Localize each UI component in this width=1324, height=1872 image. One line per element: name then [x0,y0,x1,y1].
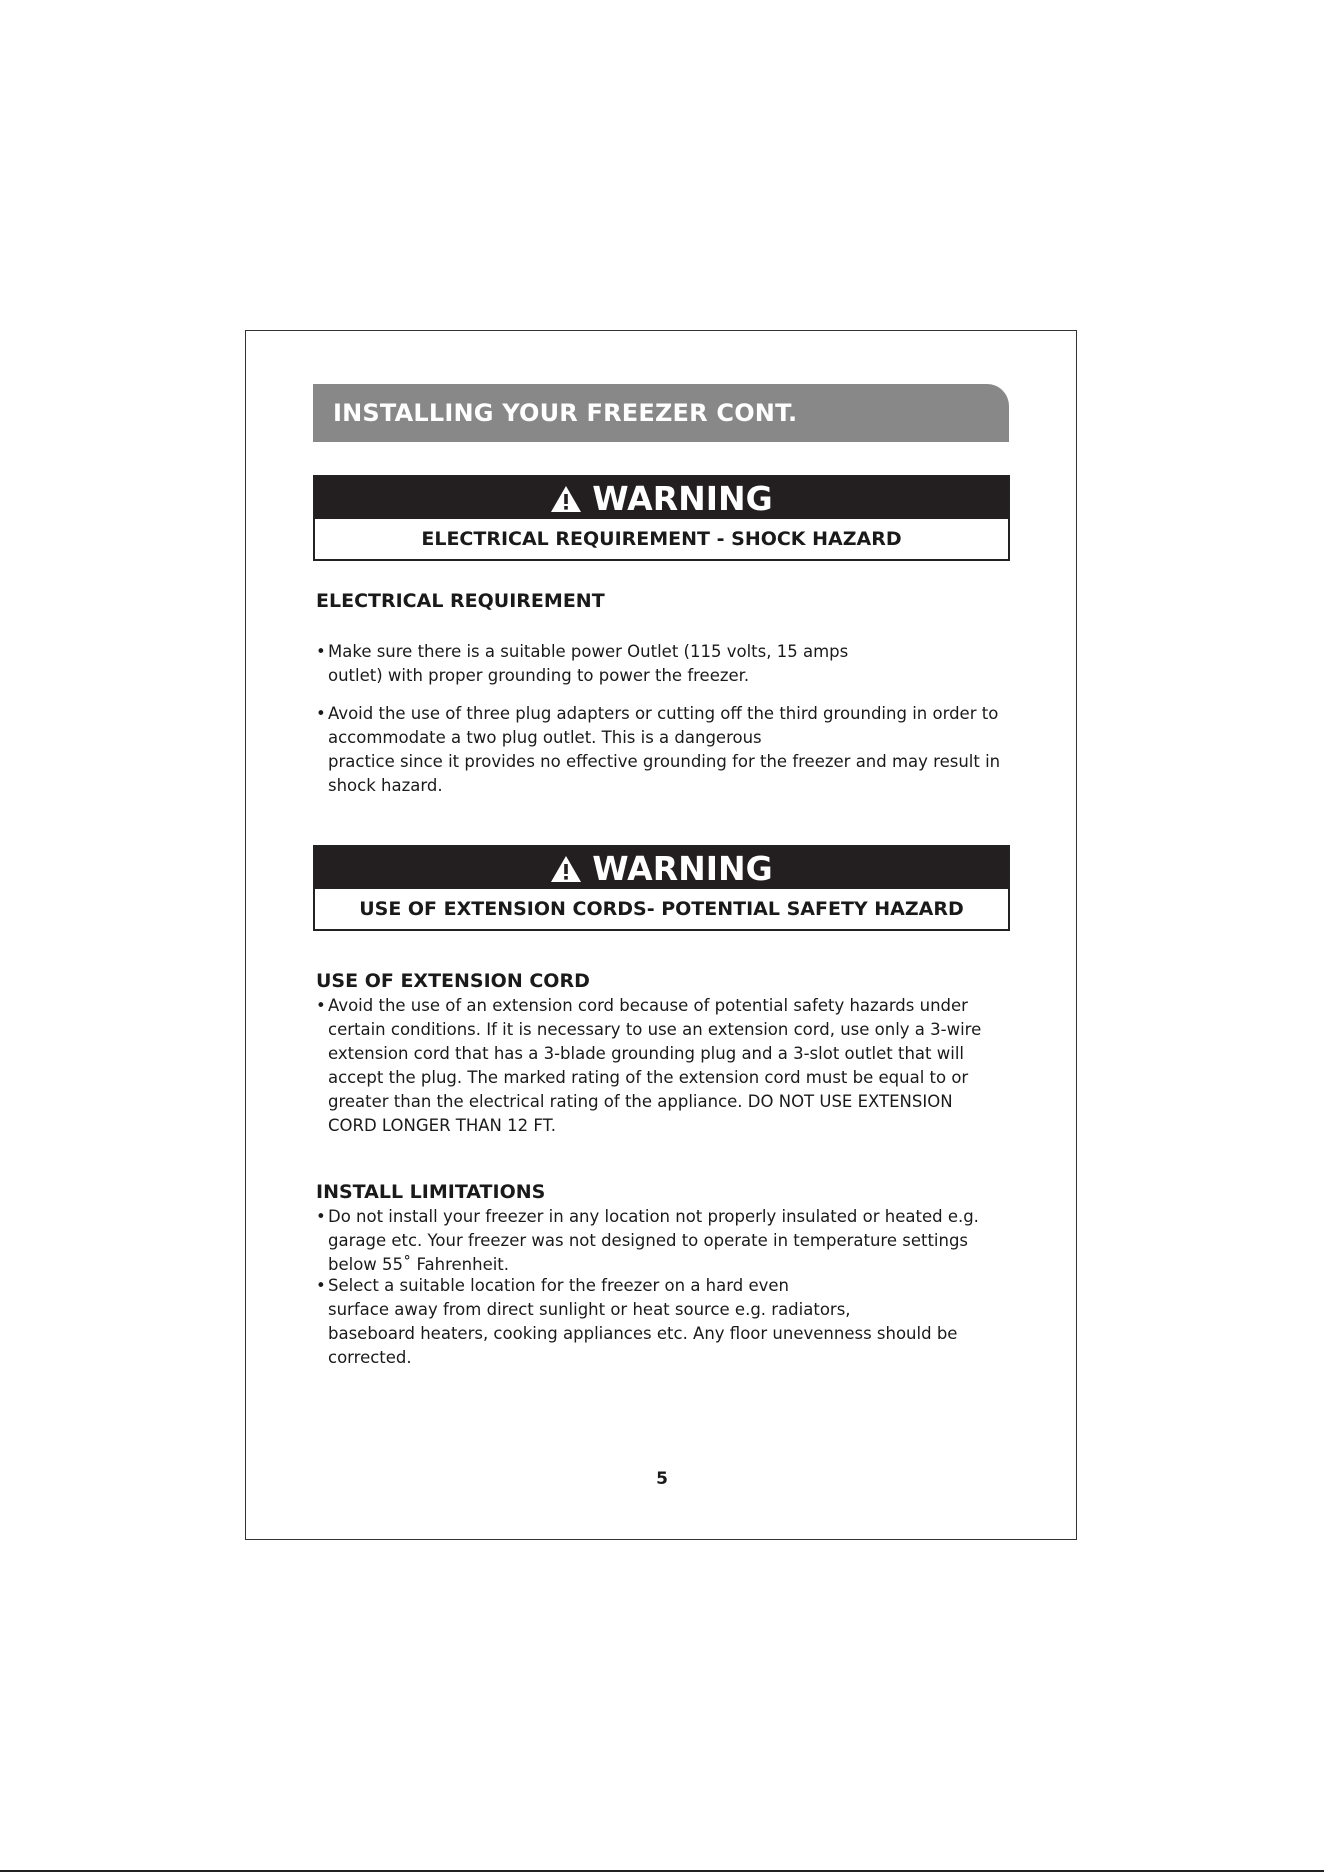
text-line: surface away from direct sunlight or heat source e.g. radiators, [328,1300,851,1319]
text-line: garage etc. Your freezer was not designed to operate in temperature settings [328,1231,969,1250]
text-line: baseboard heaters, cooking appliances etc. Any floor unevenness should be [328,1324,958,1343]
warning-box-extension-cords [313,845,1010,931]
text-line: certain conditions. If it is necessary to use an extension cord, use only a 3-wire [328,1020,982,1039]
bullet-install-2 [316,1274,1016,1370]
warning-header [315,847,1008,889]
text-line: • Make sure there is a suitable power Outlet (115 volts, 15 amps [328,642,849,661]
heading-extension-cord: USE OF EXTENSION CORD [316,970,590,992]
text-line: accommodate a two plug outlet. This is a dangerous [328,728,762,747]
text-line: accept the plug. The marked rating of the extension cord must be equal to or [328,1068,969,1087]
text-line: shock hazard. [328,776,443,795]
bullet-electrical-2 [316,702,1016,798]
warning-label: WARNING [592,478,773,518]
warning-triangle-icon [550,855,582,883]
text-line: CORD LONGER THAN 12 FT. [328,1116,556,1135]
text-line: below 55˚ Fahrenheit. [328,1255,510,1274]
page-number: 5 [656,1469,668,1489]
text-line: • Avoid the use of an extension cord because of potential safety hazards under [328,996,968,1015]
warning-subtitle: USE OF EXTENSION CORDS- POTENTIAL SAFETY HAZARD [315,889,1008,929]
text-line: • Do not install your freezer in any location not properly insulated or heated e.g. [328,1207,979,1226]
text-line: practice since it provides no effective grounding for the freezer and may result in [328,752,1001,771]
section-title: INSTALLING YOUR FREEZER CONT. [333,399,798,427]
text-line: • Avoid the use of three plug adapters or cutting off the third grounding in order to [328,704,999,723]
warning-box-shock-hazard [313,475,1010,561]
bullet-install-1 [316,1205,1016,1277]
text-line: outlet) with proper grounding to power the freezer. [328,666,750,685]
heading-electrical-requirement: ELECTRICAL REQUIREMENT [316,590,605,612]
bullet-electrical-1 [316,640,1016,688]
section-banner [313,384,1009,442]
warning-triangle-icon [550,485,582,513]
warning-subtitle: ELECTRICAL REQUIREMENT - SHOCK HAZARD [315,519,1008,559]
text-line: corrected. [328,1348,412,1367]
bullet-extension-1 [316,994,1016,1138]
heading-install-limitations: INSTALL LIMITATIONS [316,1181,546,1203]
warning-header [315,477,1008,519]
text-line: greater than the electrical rating of the appliance. DO NOT USE EXTENSION [328,1092,953,1111]
text-line: • Select a suitable location for the freezer on a hard even [328,1276,789,1295]
text-line: extension cord that has a 3-blade grounding plug and a 3-slot outlet that will [328,1044,964,1063]
warning-label: WARNING [592,848,773,888]
